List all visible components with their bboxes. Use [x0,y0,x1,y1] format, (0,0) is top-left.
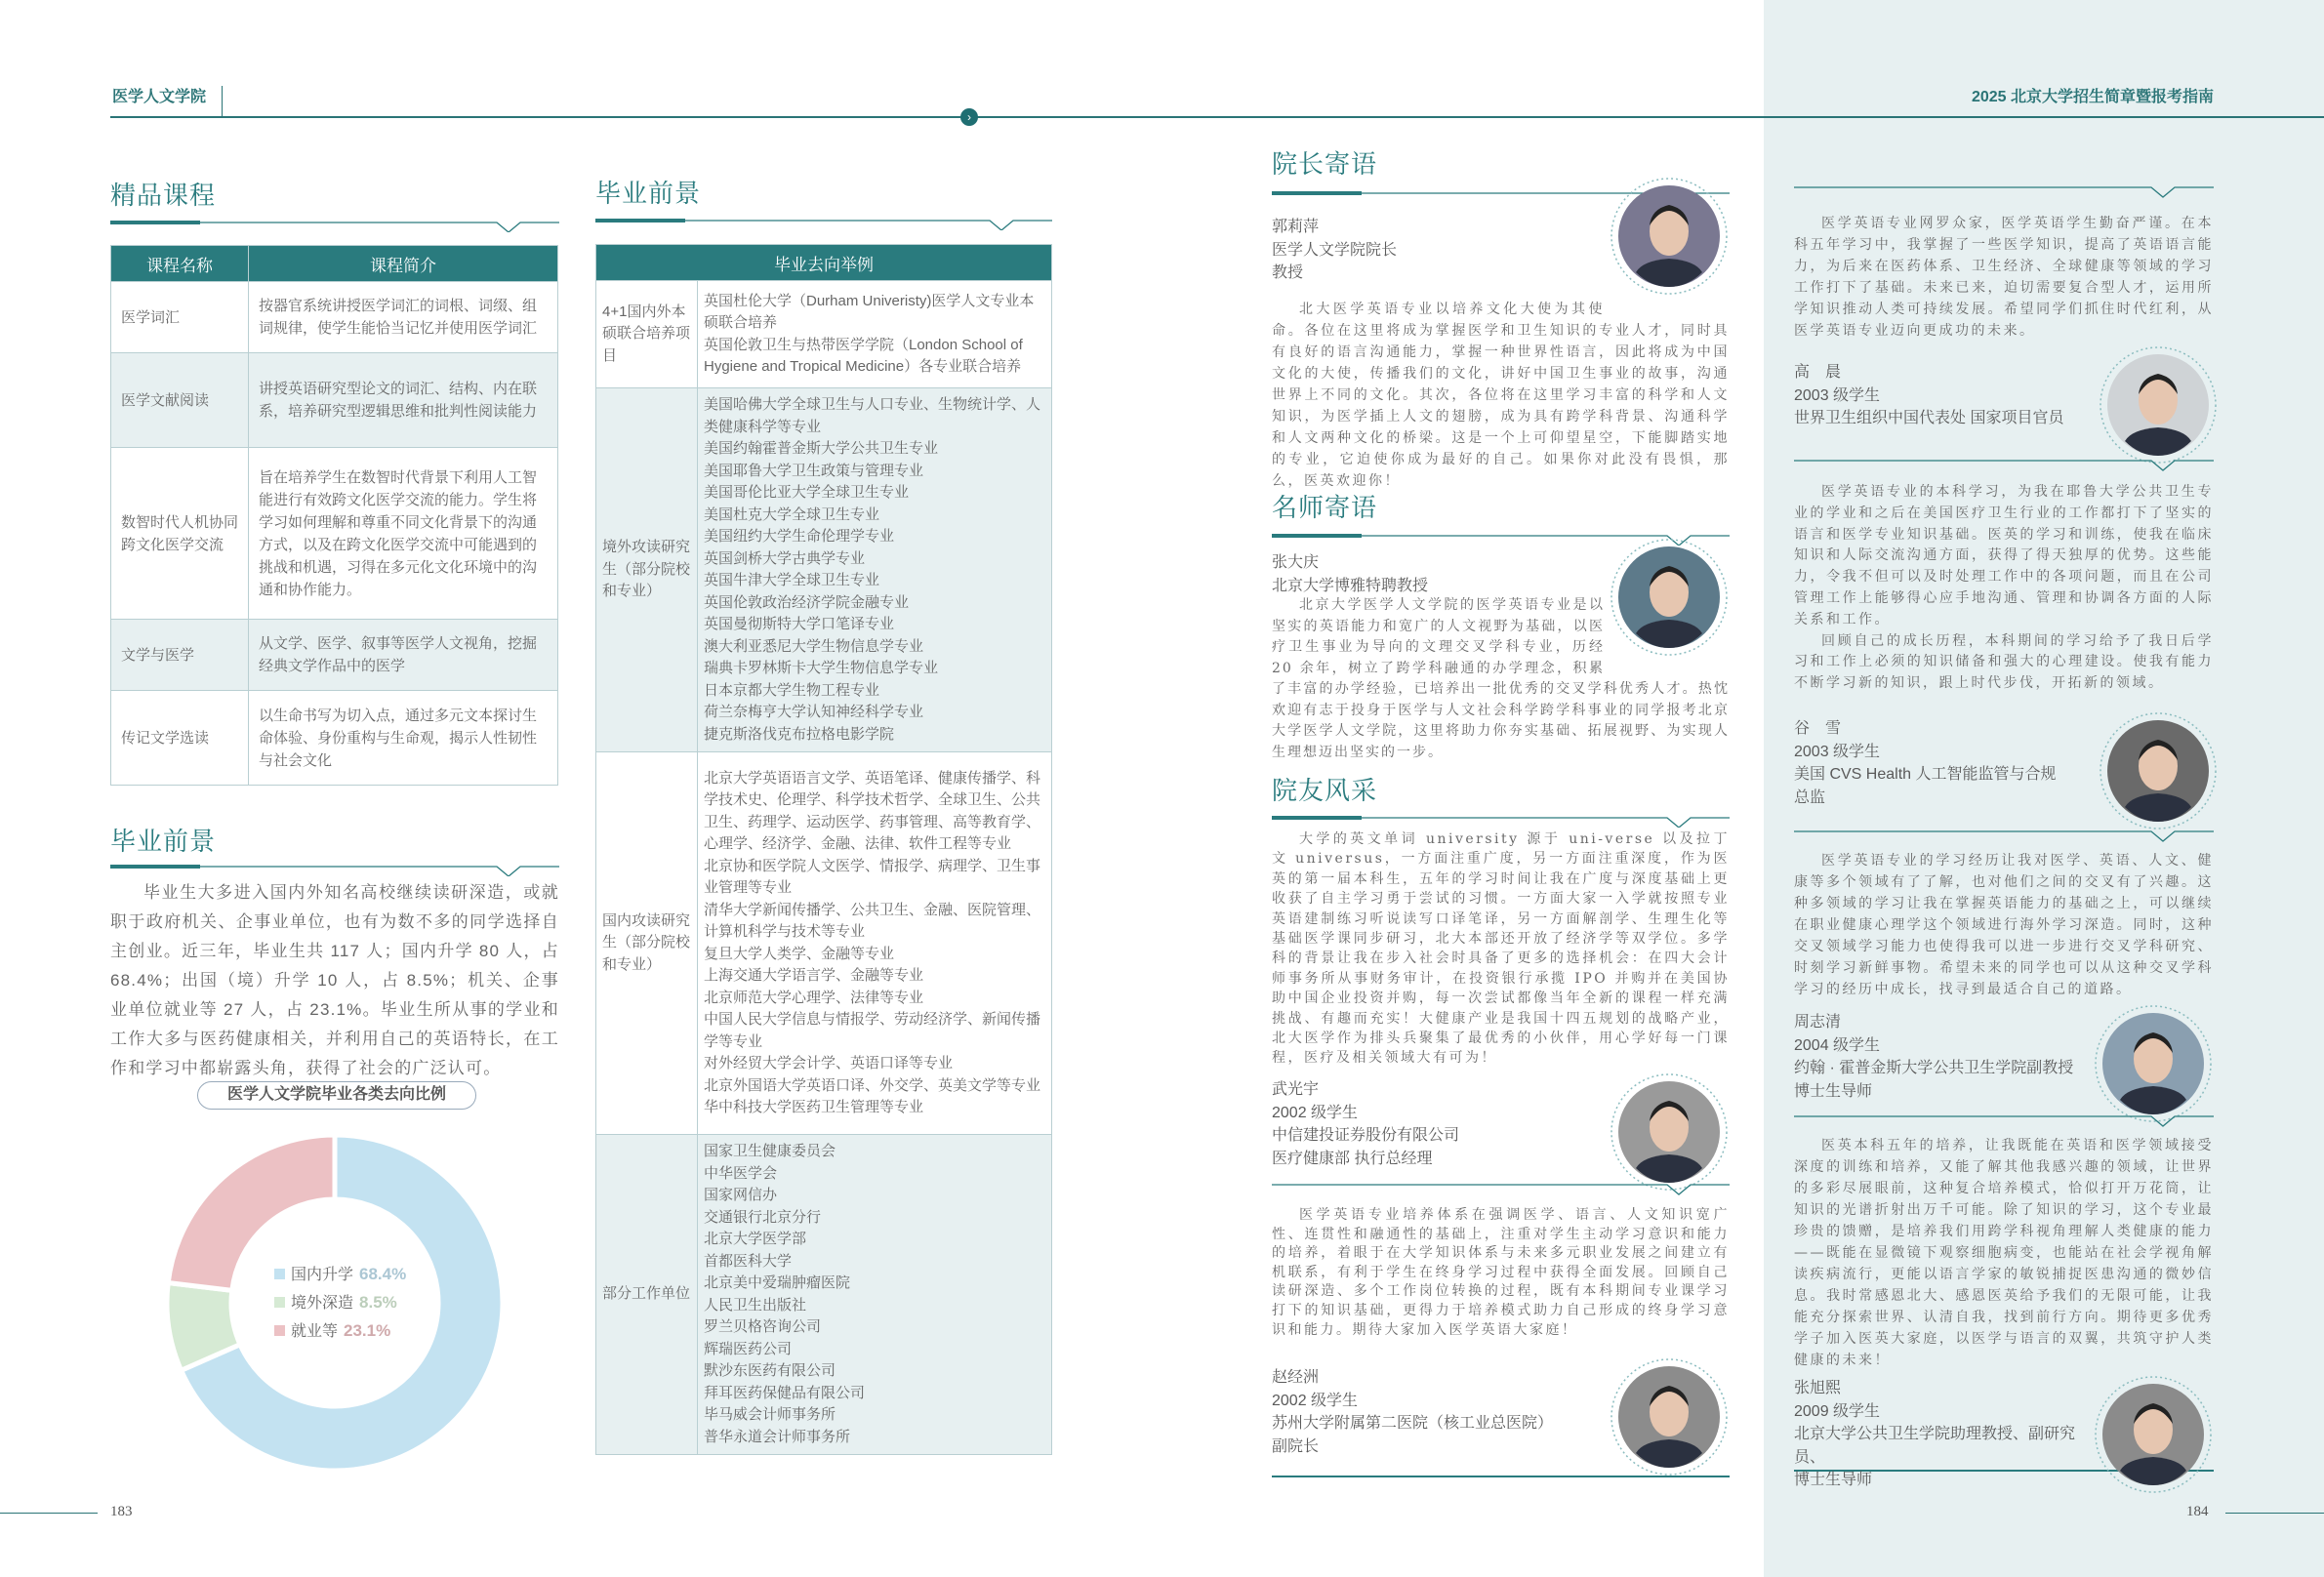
teacher-title: 北京大学博雅特聘教授 [1272,577,1429,594]
portrait-icon [1610,1072,1729,1192]
dean-message-block [1272,299,1730,492]
notch-divider-icon [110,857,559,876]
destination-item: 英国曼彻斯特大学口笔译专业 [704,616,895,632]
course-name: 文学与医学 [111,620,249,691]
alumni-info-line: 博士生导师 [1794,1472,1873,1488]
alumni-info [1794,361,2091,430]
teacher-message: 北京大学医学人文学院的医学英语专业是以坚实的英语能力和宽广的人文视野为基础，以医疗卫生事业为导向的文理交叉学科专业，历经 20 余年，树立了跨学科融通的办学理念，积累了丰富的办学经验，已培养出一批优秀的交叉学科优秀人才。热忱欢迎有志于投身于医学与人文社会科学跨学科事业的同学报考北京大学医学人文学院，这里将助力你夯实基础、拓展视野、为实现人生理想迈出坚实的一步。 [1272,597,1730,760]
destination-items [698,752,1052,1135]
dean-info [1272,216,1397,285]
course-name: 医学词汇 [111,282,249,353]
notch-divider-icon [1272,1181,1730,1196]
alumni-message-text: 医学英语专业培养体系在强调医学、语言、人文知识宽广性、连贯性和融通性的基础上，注重对学生主动学习意识和能力的培养，着眼于在大学知识体系与未来多元职业发展之间建立有机联系，有利于学生在终身学习过程中获得全面发展。回顾自己读研深造、多个工作岗位转换的过程，既有本科期间专业课学习打下的知识基础，更得力于培养模式助力自己形成的终身学习意识和能力。期待大家加入医学英语大家庭！ [1272,1207,1730,1338]
alumni-message [1794,1135,2214,1371]
alumni-info-line: 2004 级学生 [1794,1036,1881,1054]
course-description: 旨在培养学生在数智时代背景下利用人工智能进行有效跨文化医学交流的能力。学生将学习如何理解和尊重不同文化背景下的沟通方式，以及在跨文化医学交流中可能遇到的挑战和机遇，习得在多元化文化环境中的沟通和协作能力。 [249,448,558,620]
dean-message: 北大医学英语专业以培养文化大使为其使命。各位在这里将成为掌握医学和卫生知识的专业人才，同时具有良好的语言沟通能力，掌握一种世界性语言，因此将成为中国文化的大使，传播我们的文化，讲好中国卫生事业的故事，沟通世界上不同的文化。其次，各位将在这里学习丰富的科学和人文知识，为医学插上人文的翅膀，成为具有跨学科背景、沟通科学和人文两种文化的桥梁。这是一个上可仰望星空，下能脚踏实地的专业，它迫使你成为最好的自己。如果你对此没有畏惧，那么，医英欢迎你！ [1272,302,1730,489]
destinations-table [595,244,1052,1455]
alumni-info [1272,1078,1607,1170]
chart-legend [274,1261,406,1346]
destination-item: 罗兰贝格咨询公司 [704,1318,822,1335]
destination-item: 复旦大学人类学、金融等专业 [704,945,895,962]
alumni-info-line: 谷 雪 [1794,720,1842,737]
header-school-name: 医学人文学院 [112,89,207,105]
section-title-prospects: 毕业前景 [110,827,217,856]
alumni-photo [2094,1004,2213,1123]
course-description: 以生命书写为切入点，通过多元文本探讨生命体验、身份重构与生命观，揭示人性韧性与社会文化 [249,691,558,786]
alumni-message-text: 医英本科五年的培养，让我既能在英语和医学领域接受深度的训练和培养，又能了解其他我感兴趣的领域，让世界的多彩尽展眼前，这种复合培养模式，恰似打开万花筒，让知识的光谱折射出万千可能。除了知识的学习，这个专业最珍贵的馈赠，是培养我们用跨学科视角理解人类健康的能力——既能在显微镜下观察细胞病变，也能站在社会学视角解读疾病流行，更能以语言学家的敏锐捕捉医患沟通的微妙信息。我时常感恩北大、感恩医英给予我们的无限可能，让我能充分探索世界、认清自我，找到前行方向。期待更多优秀学子加入医英大家庭，以医学与语言的双翼，共筑守护人类健康的未来！ [1794,1138,2214,1368]
prospects-paragraph: 毕业生大多进入国内外知名高校继续读研深造，或就职于政府机关、企事业单位，也有为数不多的同学选择自主创业。近三年，毕业生共 117 人；国内升学 80 人，占 68.4%；出国（境）升学 10 人，占 8.5%；机关、企事业单位就业等 27 人，占 23.1%。毕业生所从事的学业和工作大多与医药健康相关，并利用自己的英语特长，在工作和学习中都崭露头角，获得了社会的广泛认可。 [110,883,559,1077]
destination-category: 境外攻读研究生（部分院校和专业） [596,388,698,752]
portrait-icon [1610,177,1729,296]
destination-items [698,388,1052,752]
destination-item: 美国哈佛大学全球卫生与人口专业、生物统计学、人类健康科学等专业 [704,396,1041,435]
course-name: 数智时代人机协同跨文化医学交流 [111,448,249,620]
course-row [111,448,558,620]
alumni-info-line: 中信建投证券股份有限公司 [1272,1127,1460,1144]
section-title-teacher: 名师寄语 [1272,493,1378,522]
destination-item: 英国剑桥大学古典学专业 [704,549,866,567]
section-underline [110,213,559,232]
destination-category: 4+1国内外本硕联合培养项目 [596,281,698,388]
legend-label: 境外深造 [291,1295,354,1312]
alumni-info-line: 2003 级学生 [1794,386,1881,404]
legend-swatch [274,1297,285,1308]
course-row [111,691,558,786]
destination-item: 英国伦敦政治经济学院金融专业 [704,593,910,611]
page-number-left: 183 [110,1504,133,1519]
header-guide-title: 2025 北京大学招生简章暨报考指南 [1971,89,2214,105]
destination-item: 国家网信办 [704,1187,778,1203]
alumni-info-line: 北京大学公共卫生学院助理教授、副研究员、 [1794,1426,2076,1466]
alumni-info [1272,1366,1607,1458]
portrait-icon [1610,538,1729,657]
alumni-info-line: 武光宇 [1272,1081,1320,1098]
portrait-icon [2099,711,2218,830]
notch-divider-icon [1794,828,2214,843]
destination-row [596,752,1052,1135]
page-rule-right [2225,1513,2324,1514]
header-divider [222,86,223,117]
alumni-message [1272,829,1730,1069]
section-title-alumni: 院友风采 [1272,776,1378,805]
destination-item: 日本京都大学生物工程专业 [704,681,880,699]
legend-item [274,1317,406,1346]
destination-row [596,281,1052,388]
legend-label: 国内升学 [291,1267,354,1283]
destination-item: 美国约翰霍普金斯大学公共卫生专业 [704,440,939,457]
alumni-info-line: 苏州大学附属第二医院（核工业总医院） [1272,1415,1554,1432]
course-name: 传记文学选读 [111,691,249,786]
dean-position: 医学人文学院院长 [1272,241,1398,259]
alumni-message-text: 医学英语专业的学习经历让我对医学、英语、人文、健康等多个领域有了了解，也对他们之间的交叉有了兴趣。这种多领域的学习让我在掌握英语能力的基础之上，可以继续在职业健康心理学这个领域进行海外学习深造。同时，这种交叉领域学习能力也使得我可以进一步进行交叉学科研究、时刻学习新鲜事物。希望未来的同学也可以从这种交叉学科学习的经历中成长，找寻到最适合自己的道路。 [1794,853,2214,997]
chevron-right-icon: › [960,108,978,126]
alumni-photo [1610,1357,1729,1476]
alumni-info-line: 2003 级学生 [1794,743,1881,760]
section-underline [1272,808,1730,828]
destination-item: 英国杜伦大学（Durham Univeristy)医学人文专业本硕联合培养 [704,292,1035,331]
page-number-right: 184 [2186,1504,2209,1519]
destination-item: 拜耳医药保健品有限公司 [704,1384,866,1401]
course-row [111,620,558,691]
notch-divider-icon [110,213,559,232]
alumni-info-line: 副院长 [1272,1437,1320,1455]
chart-caption: 医学人文学院毕业各类去向比例 [197,1081,476,1110]
section-title-dean: 院长寄语 [1272,149,1378,179]
section-underline [595,211,1052,230]
destination-item: 美国纽约大学生命伦理学专业 [704,528,895,545]
section-title-courses: 精品课程 [110,181,217,210]
destination-item: 美国杜克大学全球卫生专业 [704,505,880,523]
alumni-info-line: 高 晨 [1794,364,1842,381]
destination-items [698,281,1052,388]
legend-value: 68.4% [359,1265,407,1283]
course-row [111,282,558,353]
destination-item: 交通银行北京分行 [704,1208,822,1226]
destination-item: 辉瑞医药公司 [704,1340,793,1357]
section-underline [110,857,559,876]
alumni-info-line: 约翰 · 霍普金斯大学公共卫生学院副教授 [1794,1060,2074,1076]
portrait-icon [2094,1375,2213,1494]
notch-divider-icon [1272,808,1730,828]
alumni-photo [2094,1375,2213,1494]
page-rule-left [0,1513,98,1514]
destination-item: 美国耶鲁大学卫生政策与管理专业 [704,462,924,479]
legend-value: 23.1% [344,1321,391,1340]
destination-item: 华中科技大学医药卫生管理等专业 [704,1099,924,1115]
alumni-info [1794,1011,2091,1103]
alumni-info-line: 博士生导师 [1794,1082,1873,1100]
dean-rank: 教授 [1272,264,1304,281]
destination-item: 清华大学新闻传播学、公共卫生、金融、医院管理、计算机科学与技术等专业 [704,901,1041,940]
course-description: 从文学、医学、叙事等医学人文视角，挖掘经典文学作品中的医学 [249,620,558,691]
destination-item: 北京大学医学部 [704,1231,807,1247]
courses-table [110,245,558,786]
destination-items [698,1135,1052,1455]
alumni-message [1272,1206,1730,1340]
destination-item: 澳大利亚悉尼大学生物信息学专业 [704,637,924,655]
alumni-info-line: 2002 级学生 [1272,1392,1359,1409]
destination-item: 中华医学会 [704,1164,778,1182]
destination-item: 中国人民大学信息与情报学、劳动经济学、新闻传播学等专业 [704,1011,1041,1050]
destination-item: 上海交通大学语言学、金融等专业 [704,967,924,984]
course-description: 按器官系统讲授医学词汇的词根、词缀、组词规律，使学生能恰当记忆并使用医学词汇 [249,282,558,353]
destination-item: 英国牛津大学全球卫生专业 [704,572,880,588]
column-header-course-desc: 课程简介 [249,246,558,282]
destination-item: 捷克斯洛伐克布拉格电影学院 [704,725,895,743]
alumni-photo [2099,711,2218,830]
alumni-message-text: 大学的英文单词 university 源于 uni-verse 以及拉丁文 universus，一方面注重广度，另一方面注重深度，作为医英的第一届本科生，五年的学习时间让我在广度与深度基础上更收获了自主学习勇于尝试的习惯。一方面大家一入学就按照专业英语建制练习听说读写口译笔译，另一方面解剖学、生理生化等基础医学课同步研习，北大本部还开放了经济学等双学位。多学科的背景让我在步入社会时具备了更多的选择机会：在四大会计师事务所从事财务审计，在投资银行承揽 IPO 并购并在美国协助中国企业投资并购，每一次尝试都像当年全新的课程一样充满挑战、有趣而充实！大健康产业是我国十四五规划的战略产业，北大医学作为排头兵聚集了最优秀的小伙伴，用心学好每一门课程，医疗及相关领域大有可为！ [1272,831,1730,1067]
alumni-message [1794,482,2214,695]
notch-divider-icon [1794,183,2214,199]
destination-item: 北京师范大学心理学、法律等专业 [704,989,924,1006]
legend-swatch [274,1269,285,1279]
destinations-header: 毕业去向举例 [596,245,1052,281]
legend-swatch [274,1325,285,1336]
portrait-icon [1610,1357,1729,1476]
destination-item: 北京大学英语语言文学、英语笔译、健康传播学、科学技术史、伦理学、科学技术哲学、全球卫生、公共卫生、药理学、运动医学、药事管理、高等教育学、心理学、经济学、金融、法律、软件工程等专业 [704,769,1041,852]
destination-row [596,1135,1052,1455]
notch-divider-icon [1794,1112,2214,1128]
alumni-info-line: 医疗健康部 执行总经理 [1272,1150,1433,1167]
alumni-info-line: 2009 级学生 [1794,1402,1881,1420]
destination-item: 荷兰奈梅亨大学认知神经科学专业 [704,704,924,720]
destination-item: 瑞典卡罗林斯卡大学生物信息学专业 [704,660,939,676]
alumni-info-line: 2002 级学生 [1272,1104,1359,1121]
destination-category: 部分工作单位 [596,1135,698,1455]
legend-value: 8.5% [359,1293,397,1312]
destination-item: 英国伦敦卫生与热带医学学院（London School of Hygiene and Tropical Medicine）各专业联合培养 [704,336,1023,375]
teacher-photo [1610,538,1729,657]
destination-item: 美国哥伦比亚大学全球卫生专业 [704,484,910,501]
course-description: 讲授英语研究型论文的词汇、结构、内在联系，培养研究型逻辑思维和批判性阅读能力 [249,353,558,448]
legend-label: 就业等 [291,1323,339,1340]
destination-item: 北京协和医学院人文医学、情报学、病理学、卫生事业管理等专业 [704,857,1041,896]
course-row [111,353,558,448]
alumni-message-text: 医学英语专业网罗众家，医学英语学生勤奋严谨。在本科五年学习中，我掌握了一些医学知识，提高了英语语言能力，为后来在医药体系、卫生经济、全球健康等领域的学习工作打下了基础。未来已来，迫切需要复合型人才，运用所学知识推动人类可持续发展。希望同学们抓住时代红利，从医学英语专业迈向更成功的未来。 [1794,216,2214,339]
alumni-info [1794,717,2091,809]
alumni-info [1794,1377,2091,1492]
destination-item: 北京美中爱瑞肿瘤医院 [704,1274,851,1291]
alumni-info-line: 张旭熙 [1794,1380,1842,1396]
teacher-name: 张大庆 [1272,554,1320,571]
portrait-icon [2099,345,2218,465]
destination-item: 默沙东医药有限公司 [704,1362,836,1379]
destination-item: 对外经贸大学会计学、英语口译等专业 [704,1055,954,1072]
alumni-info-line: 赵经洲 [1272,1369,1320,1386]
alumni-message [1794,850,2214,1000]
portrait-icon [2094,1004,2213,1123]
destination-item: 北京外国语大学英语口译、外交学、英美文学等专业 [704,1076,1041,1094]
alumni-info-line: 世界卫生组织中国代表处 国家项目官员 [1794,410,2064,426]
alumni-photo [1610,1072,1729,1192]
alumni-message-text: 医学英语专业的本科学习，为我在耶鲁大学公共卫生专业的学业和之后在美国医疗卫生行业的工作都打下了坚实的语言和医学专业知识基础。医英的学习和训练，使我在临床知识和人际交流沟通方面，获得了得天独厚的优势。这些能力，令我不但可以及时处理工作中的各项问题，而且在公司管理工作上能够得心应手地沟通、管理和协调各方面的人际关系和工作。 [1794,484,2214,627]
destination-category: 国内攻读研究生（部分院校和专业） [596,752,698,1135]
alumni-message-text: 回顾自己的成长历程，本科期间的学习给予了我日后学习和工作上必须的知识储备和强大的心理建设。使我有能力不断学习新的知识，跟上时代步伐，开拓新的领域。 [1794,632,2214,692]
destination-item: 毕马威会计师事务所 [704,1406,836,1423]
column-header-course-name: 课程名称 [111,246,249,282]
destination-row [596,388,1052,752]
destination-item: 人民卫生出版社 [704,1296,807,1314]
destination-item: 普华永道会计师事务所 [704,1428,851,1445]
legend-item [274,1289,406,1317]
notch-divider-icon [595,211,1052,230]
alumni-message [1794,213,2214,342]
header-rule [110,116,2324,118]
alumni-info-line: 总监 [1794,788,1826,806]
alumni-info-line: 周志清 [1794,1014,1842,1031]
alumni-photo [2099,345,2218,465]
dean-photo [1610,177,1729,296]
notch-divider-icon [1794,457,2214,472]
destination-item: 首都医科大学 [704,1252,793,1270]
dean-name: 郭莉萍 [1272,219,1320,235]
teacher-info [1272,551,1428,597]
destination-item: 国家卫生健康委员会 [704,1143,836,1159]
course-name: 医学文献阅读 [111,353,249,448]
legend-item [274,1261,406,1289]
alumni-info-line: 美国 CVS Health 人工智能监管与合规 [1794,766,2057,783]
section-title-destinations: 毕业前景 [595,179,702,208]
